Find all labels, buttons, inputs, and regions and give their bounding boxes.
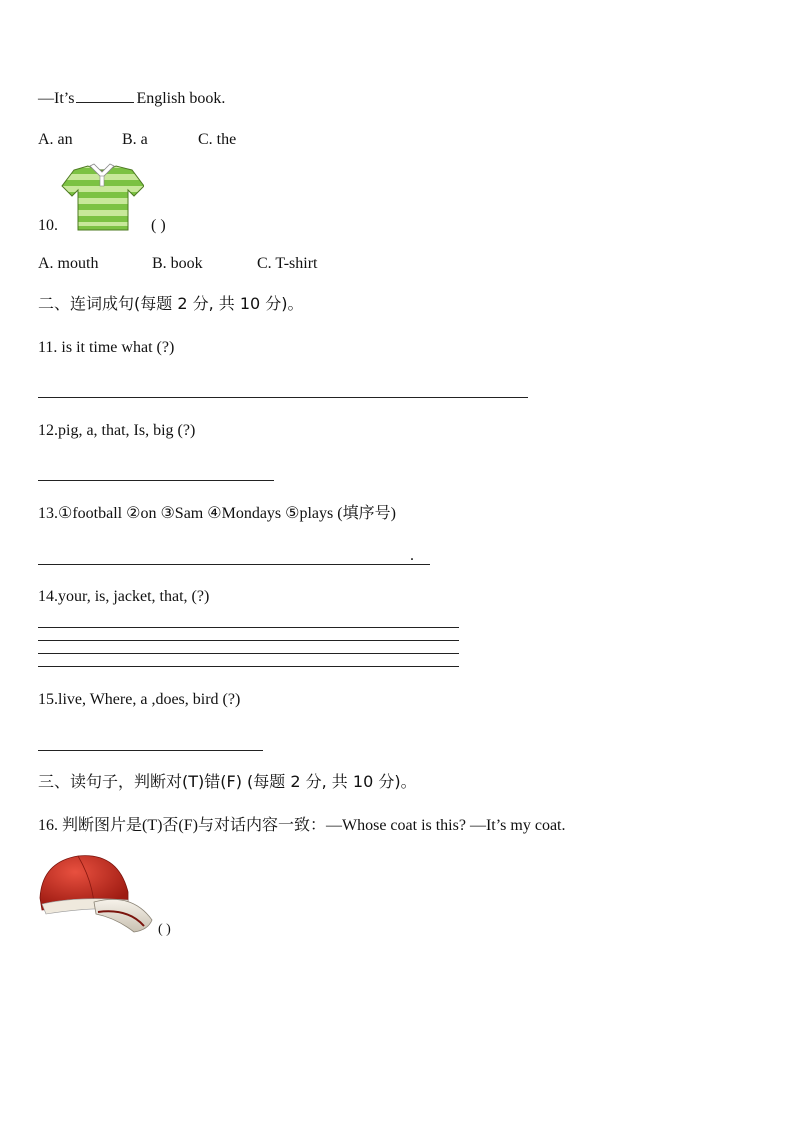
question-10-row bbox=[38, 216, 166, 236]
red-baseball-cap-image bbox=[36, 852, 154, 934]
answer-period: . bbox=[410, 547, 414, 564]
question-11: 11. is it time what (?) bbox=[38, 339, 175, 356]
question-9-stem bbox=[38, 88, 225, 109]
option-b[interactable]: B. book bbox=[152, 255, 203, 272]
section-3-title: 三、读句子，判断对(T)错(F) (每题 2 分, 共 10 分)。 bbox=[38, 772, 417, 791]
question-15: 15.live, Where, a ,does, bird (?) bbox=[38, 691, 241, 708]
answer-line[interactable] bbox=[38, 627, 459, 628]
answer-line[interactable] bbox=[38, 666, 459, 667]
question-14: 14.your, is, jacket, that, (?) bbox=[38, 588, 210, 605]
option-c[interactable]: C. T-shirt bbox=[257, 255, 318, 272]
question-16: 16. 判断图片是(T)否(F)与对话内容一致：—Whose coat is this? —It’s my coat. bbox=[38, 817, 566, 834]
section-2-title: 二、连词成句(每题 2 分, 共 10 分)。 bbox=[38, 294, 304, 313]
option-a[interactable]: A. mouth bbox=[38, 255, 99, 272]
question-9-options bbox=[38, 130, 236, 150]
answer-line[interactable] bbox=[38, 397, 528, 398]
question-9-prefix: —It’s bbox=[38, 90, 75, 107]
option-b[interactable]: B. a bbox=[122, 131, 148, 148]
question-10-options bbox=[38, 254, 317, 274]
question-9-suffix: English book. bbox=[136, 90, 226, 107]
answer-line[interactable] bbox=[38, 750, 263, 751]
answer-paren[interactable]: ( ) bbox=[151, 217, 166, 234]
answer-paren[interactable]: ( ) bbox=[158, 922, 171, 937]
answer-line[interactable] bbox=[38, 640, 459, 641]
option-c[interactable]: C. the bbox=[198, 131, 237, 148]
question-13: 13.①football ②on ③Sam ④Mondays ⑤plays (填序号) bbox=[38, 505, 396, 522]
answer-line[interactable] bbox=[38, 480, 274, 481]
answer-blank[interactable] bbox=[76, 88, 134, 103]
option-a[interactable]: A. an bbox=[38, 131, 73, 148]
striped-t-shirt-image bbox=[60, 160, 144, 232]
answer-line[interactable] bbox=[38, 653, 459, 654]
answer-line[interactable] bbox=[38, 564, 430, 565]
question-12: 12.pig, a, that, Is, big (?) bbox=[38, 422, 196, 439]
question-10-number: 10. bbox=[38, 217, 58, 234]
